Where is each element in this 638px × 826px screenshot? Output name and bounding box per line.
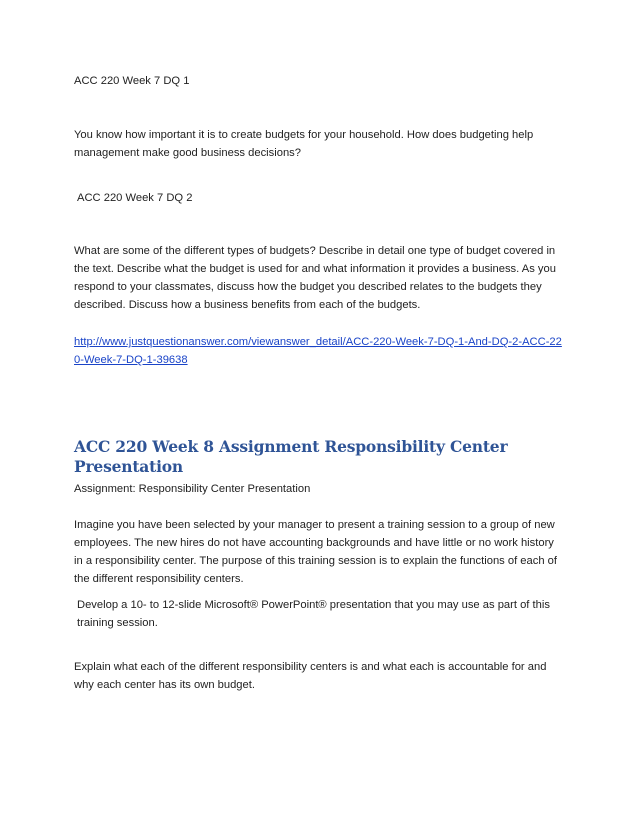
week8-instruction: Develop a 10- to 12-slide Microsoft® PowerPoint® presentation that you may use as part of this training session. [77, 599, 550, 629]
dq2-body: What are some of the different types of budgets? Describe in detail one type of budget covered in the text. Describe what the budget is used for and what information it provides a business. As you respond to your classmates, discuss how the budget you described relates to the budgets they described. Discuss how a business benefits from each of the budgets. [74, 245, 556, 311]
week8-title: ACC 220 Week 8 Assignment Responsibility Center Presentation [74, 437, 508, 476]
week8-explain: Explain what each of the different responsibility centers is and what each is accountable for and why each center has its own budget. [74, 661, 547, 691]
answer-link-paragraph [74, 333, 564, 369]
dq2-heading: ACC 220 Week 7 DQ 2 [77, 192, 193, 204]
answer-link[interactable]: http://www.justquestionanswer.com/viewanswer_detail/ACC-220-Week-7-DQ-1-And-DQ-2-ACC-220-Week-7-DQ-1-39638 [74, 336, 562, 366]
assignment-label: Assignment: Responsibility Center Presentation [74, 483, 311, 495]
week8-intro: Imagine you have been selected by your manager to present a training session to a group of new employees. The new hires do not have accounting backgrounds and have little or no work history in a responsibility center. The purpose of this training session is to explain the functions of each of the different responsibility centers. [74, 519, 558, 585]
dq1-body: You know how important it is to create budgets for your household. How does budgeting help management make good business decisions? [74, 129, 534, 159]
dq1-heading: ACC 220 Week 7 DQ 1 [74, 75, 190, 87]
